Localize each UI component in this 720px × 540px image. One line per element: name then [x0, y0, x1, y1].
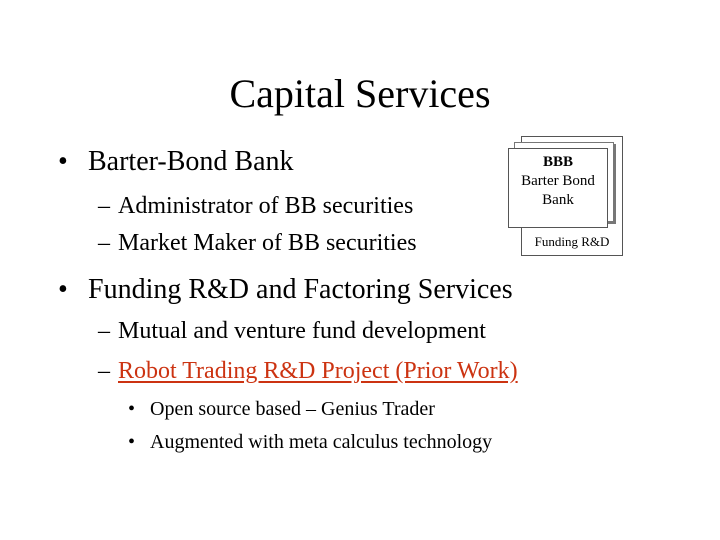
sub-sub-bullet-meta-calculus: [128, 429, 492, 455]
bullet-text: Augmented with meta calculus technology: [150, 431, 493, 453]
sub-bullet-robot-trading: [98, 356, 518, 386]
bullet-text: Administrator of BB securities: [118, 193, 414, 219]
dash-marker: –: [98, 358, 110, 384]
bbb-box-line1: Barter Bond: [521, 173, 595, 189]
dash-marker: –: [98, 230, 110, 256]
bullet-text: Open source based – Genius Trader: [150, 398, 435, 420]
bullet-marker: •: [128, 398, 136, 420]
bullet-marker: •: [128, 431, 136, 453]
dash-marker: –: [98, 193, 110, 219]
bbb-box-title: BBB: [542, 154, 573, 170]
sub-sub-bullet-open-source: [128, 396, 435, 422]
dash-marker: –: [98, 318, 110, 344]
sub-bullet-administrator: [98, 191, 413, 221]
bullet-text: Mutual and venture fund development: [118, 318, 486, 344]
bullet-marker: •: [58, 274, 68, 305]
bullet-text: Market Maker of BB securities: [118, 230, 417, 256]
bullet-marker: •: [58, 146, 68, 177]
funding-rd-label: Funding R&D: [534, 234, 610, 249]
sub-bullet-mutual-fund: [98, 316, 486, 346]
bullet-barter-bond-bank: [58, 145, 294, 179]
bbb-box: [508, 148, 608, 228]
bullet-text: Funding R&D and Factoring Services: [88, 274, 513, 305]
sub-bullet-market-maker: [98, 228, 417, 258]
robot-trading-link[interactable]: Robot Trading R&D Project (Prior Work): [118, 358, 518, 384]
bullet-text: Barter-Bond Bank: [88, 146, 294, 177]
bbb-box-line2: Bank: [542, 192, 574, 208]
slide-title: Capital Services: [229, 71, 491, 116]
bullet-funding-rd: [58, 273, 513, 307]
